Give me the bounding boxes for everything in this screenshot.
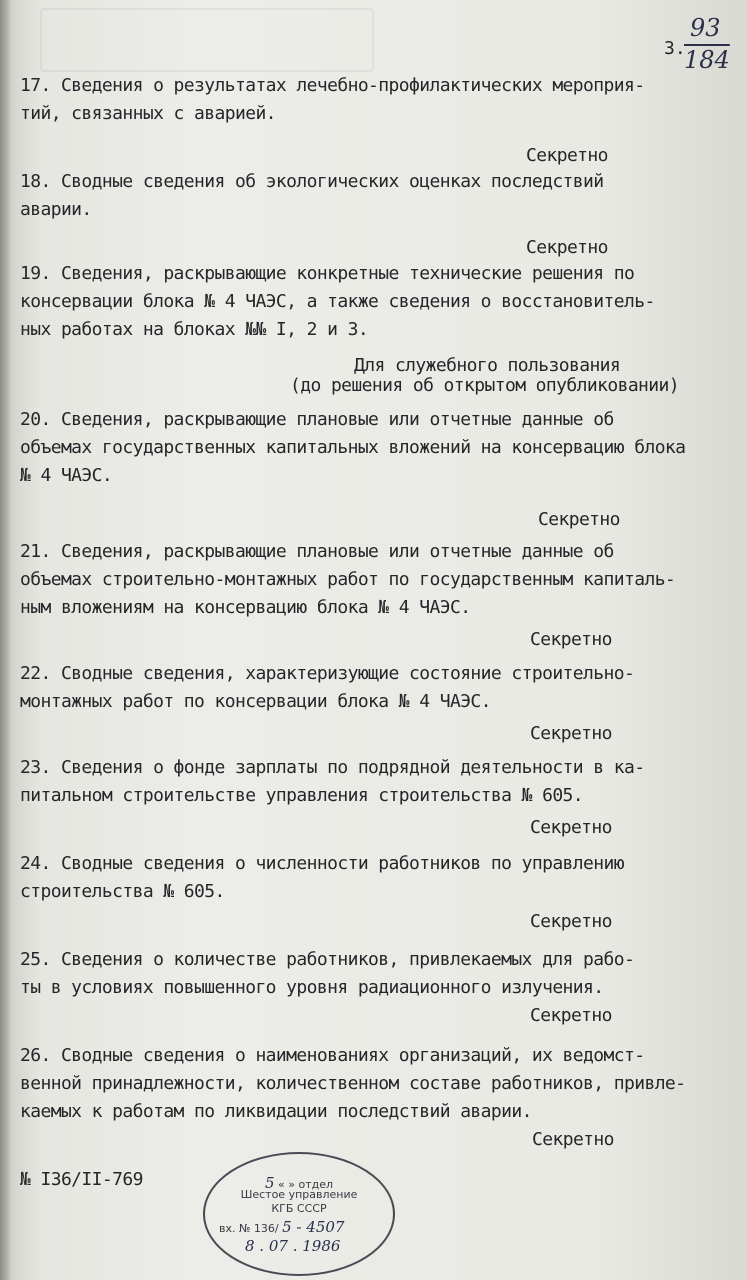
stamp-incoming-number: 5 - 4507 <box>282 1218 345 1236</box>
item-22-classification: Секретно <box>530 723 612 744</box>
binding-edge <box>0 0 10 1280</box>
item-19-line-2: консервации блока № 4 ЧАЭС, а также сведения о восстановитель- <box>20 291 655 312</box>
item-17-line-2: тий, связанных с аварией. <box>20 103 276 124</box>
stamp-copy-number: 5 <box>264 1174 275 1192</box>
item-25-line-1: 25. Сведения о количестве работников, привлекаемых для рабо- <box>20 949 635 970</box>
document-number: № I36/II-769 <box>20 1169 143 1190</box>
item-21-line-1: 21. Сведения, раскрывающие плановые или отчетные данные об <box>20 541 614 562</box>
item-20-line-3: № 4 ЧАЭС. <box>20 465 113 486</box>
stamp-line-2: Шестое управление <box>240 1188 358 1201</box>
item-18-line-2: аварии. <box>20 199 92 220</box>
archive-folio-bottom: 184 <box>684 46 730 74</box>
item-18-line-1: 18. Сводные сведения об экологических оценках последствий <box>20 171 604 192</box>
item-23-line-2: питальном строительстве управления строительства № 605. <box>20 785 584 806</box>
item-20-line-2: объемах государственных капитальных вложений на консервацию блока <box>20 437 686 458</box>
item-24-line-2: строительства № 605. <box>20 881 225 902</box>
archive-folio-top: 93 <box>690 14 721 42</box>
stamp-line-4: вх. № 136/ <box>219 1222 279 1235</box>
item-23-line-1: 23. Сведения о фонде зарплаты по подрядной деятельности в ка- <box>20 757 645 778</box>
item-26-classification: Секретно <box>532 1129 614 1150</box>
item-20-line-1: 20. Сведения, раскрывающие плановые или отчетные данные об <box>20 409 614 430</box>
item-22-line-2: монтажных работ по консервации блока № 4 ЧАЭС. <box>20 691 491 712</box>
item-24-classification: Секретно <box>530 911 612 932</box>
stamp-line-3: КГБ СССР <box>271 1202 327 1215</box>
item-24-line-1: 24. Сводные сведения о численности работников по управлению <box>20 853 624 874</box>
item-26-line-1: 26. Сводные сведения о наименованиях организаций, их ведомст- <box>20 1045 645 1066</box>
registration-stamp <box>203 1152 395 1276</box>
item-19-line-1: 19. Сведения, раскрывающие конкретные технические решения по <box>20 263 635 284</box>
item-19-classification-1: Для служебного пользования <box>354 355 621 376</box>
item-21-line-3: ным вложениям на консервацию блока № 4 ЧАЭС. <box>20 597 471 618</box>
item-21-classification: Секретно <box>530 629 612 650</box>
item-22-line-1: 22. Сводные сведения, характеризующие состояние строительно- <box>20 663 635 684</box>
item-20-classification: Секретно <box>538 509 620 530</box>
item-26-line-3: каемых к работам по ликвидации последствий аварии. <box>20 1101 532 1122</box>
item-18-classification: Секретно <box>526 237 608 258</box>
stamp-line-1: « » отдел <box>278 1178 334 1191</box>
item-17-line-1: 17. Сведения о результатах лечебно-профилактических мероприя- <box>20 75 645 96</box>
stamp-date: 8 . 07 . 1986 <box>245 1237 341 1255</box>
item-23-classification: Секретно <box>530 817 612 838</box>
faded-bleedthrough-box <box>40 8 374 72</box>
item-26-line-2: венной принадлежности, количественном составе работников, привле- <box>20 1073 686 1094</box>
item-21-line-2: объемах строительно-монтажных работ по государственным капиталь- <box>20 569 676 590</box>
item-17-classification: Секретно <box>526 145 608 166</box>
item-25-classification: Секретно <box>530 1005 612 1026</box>
item-25-line-2: ты в условиях повышенного уровня радиационного излучения. <box>20 977 604 998</box>
stamp-incoming-line <box>219 1218 344 1236</box>
item-19-classification-2: (до решения об открытом опубликовании) <box>290 375 680 396</box>
sheet-number: 3. <box>664 38 686 59</box>
item-19-line-3: ных работах на блоках №№ I, 2 и 3. <box>20 319 369 340</box>
